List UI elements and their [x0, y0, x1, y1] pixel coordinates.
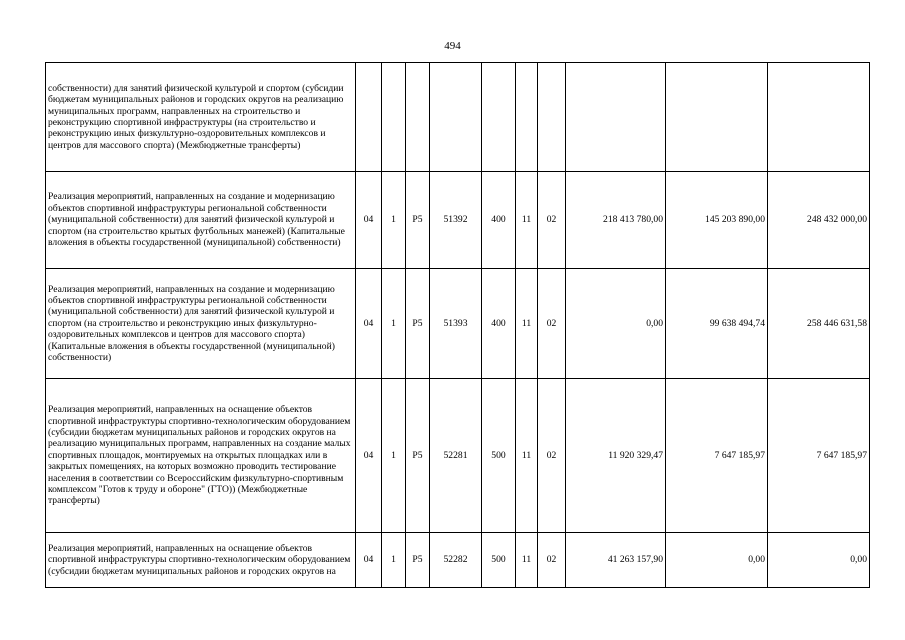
table-row — [46, 63, 870, 172]
page-number: 494 — [444, 40, 461, 52]
sum-year-2: 0,00 — [666, 533, 768, 588]
sum-year-3: 248 432 000,00 — [768, 172, 870, 269]
sum-year-2: 7 647 185,97 — [666, 379, 768, 533]
sum-year-1 — [566, 63, 666, 172]
sum-year-2 — [666, 63, 768, 172]
table-row — [46, 533, 870, 588]
program-code: 04 — [356, 172, 382, 269]
project-code: P5 — [406, 533, 430, 588]
section-code: 11 — [516, 379, 538, 533]
row-description: Реализация мероприятий, направленных на оснащение объектов спортивной инфраструктуры спортивно-технологическим оборудованием (субсидии бюджетам муниципальных районов и городских округов на — [46, 533, 356, 588]
expense-type-code: 400 — [482, 269, 516, 379]
subsection-code: 02 — [538, 172, 566, 269]
sum-year-3: 258 446 631,58 — [768, 269, 870, 379]
sum-year-1: 218 413 780,00 — [566, 172, 666, 269]
table-row — [46, 269, 870, 379]
project-code: P5 — [406, 172, 430, 269]
program-code: 04 — [356, 269, 382, 379]
project-code — [406, 63, 430, 172]
sum-year-1: 41 263 157,90 — [566, 533, 666, 588]
section-code: 11 — [516, 269, 538, 379]
subprogram-code — [382, 63, 406, 172]
direction-code: 52282 — [430, 533, 482, 588]
subsection-code: 02 — [538, 269, 566, 379]
direction-code: 51393 — [430, 269, 482, 379]
row-description: Реализация мероприятий, направленных на оснащение объектов спортивной инфраструктуры спортивно-технологическим оборудованием (субсидии бюджетам муниципальных районов и городских округов на реализацию муниципальных программ, направленных на создание малых спортивных площадок, монтируемых на открытых площадках или в закрытых помещениях, на которых возможно проводить тестирование населения в соответствии со Всероссийским физкультурно-спортивным комплексом "Готов к труду и обороне" (ГТО)) (Межбюджетные трансферты) — [46, 379, 356, 533]
expense-type-code: 500 — [482, 533, 516, 588]
subsection-code — [538, 63, 566, 172]
expense-type-code: 500 — [482, 379, 516, 533]
subprogram-code: 1 — [382, 533, 406, 588]
direction-code — [430, 63, 482, 172]
subsection-code: 02 — [538, 379, 566, 533]
direction-code: 52281 — [430, 379, 482, 533]
section-code: 11 — [516, 172, 538, 269]
subprogram-code: 1 — [382, 269, 406, 379]
program-code — [356, 63, 382, 172]
sum-year-1: 11 920 329,47 — [566, 379, 666, 533]
project-code: P5 — [406, 269, 430, 379]
sum-year-2: 99 638 494,74 — [666, 269, 768, 379]
subsection-code: 02 — [538, 533, 566, 588]
table-row — [46, 379, 870, 533]
section-code — [516, 63, 538, 172]
sum-year-3: 7 647 185,97 — [768, 379, 870, 533]
table-row — [46, 172, 870, 269]
project-code: P5 — [406, 379, 430, 533]
subprogram-code: 1 — [382, 379, 406, 533]
row-description: собственности) для занятий физической культурой и спортом (субсидии бюджетам муниципальных районов и городских округов на реализацию муниципальных программ, направленных на строительство и реконструкцию спортивной инфраструктуры (на строительство и реконструкцию иных физкультурно-оздоровительных комплексов и центров для массового спорта) (Межбюджетные трансферты) — [46, 63, 356, 172]
sum-year-3: 0,00 — [768, 533, 870, 588]
sum-year-3 — [768, 63, 870, 172]
program-code: 04 — [356, 533, 382, 588]
subprogram-code: 1 — [382, 172, 406, 269]
row-description: Реализация мероприятий, направленных на создание и модернизацию объектов спортивной инфраструктуры региональной собственности (муниципальной собственности) для занятий физической культурой и спортом (на строительство и реконструкцию иных физкультурно-оздоровительных комплексов и центров для массового спорта) (Капитальные вложения в объекты государственной (муниципальной) собственности) — [46, 269, 356, 379]
expense-type-code — [482, 63, 516, 172]
budget-table — [45, 62, 870, 588]
row-description: Реализация мероприятий, направленных на создание и модернизацию объектов спортивной инфраструктуры региональной собственности (муниципальной собственности) для занятий физической культурой и спортом (на строительство крытых футбольных манежей) (Капитальные вложения в объекты государственной (муниципальной) собственности) — [46, 172, 356, 269]
program-code: 04 — [356, 379, 382, 533]
expense-type-code: 400 — [482, 172, 516, 269]
sum-year-2: 145 203 890,00 — [666, 172, 768, 269]
direction-code: 51392 — [430, 172, 482, 269]
sum-year-1: 0,00 — [566, 269, 666, 379]
section-code: 11 — [516, 533, 538, 588]
